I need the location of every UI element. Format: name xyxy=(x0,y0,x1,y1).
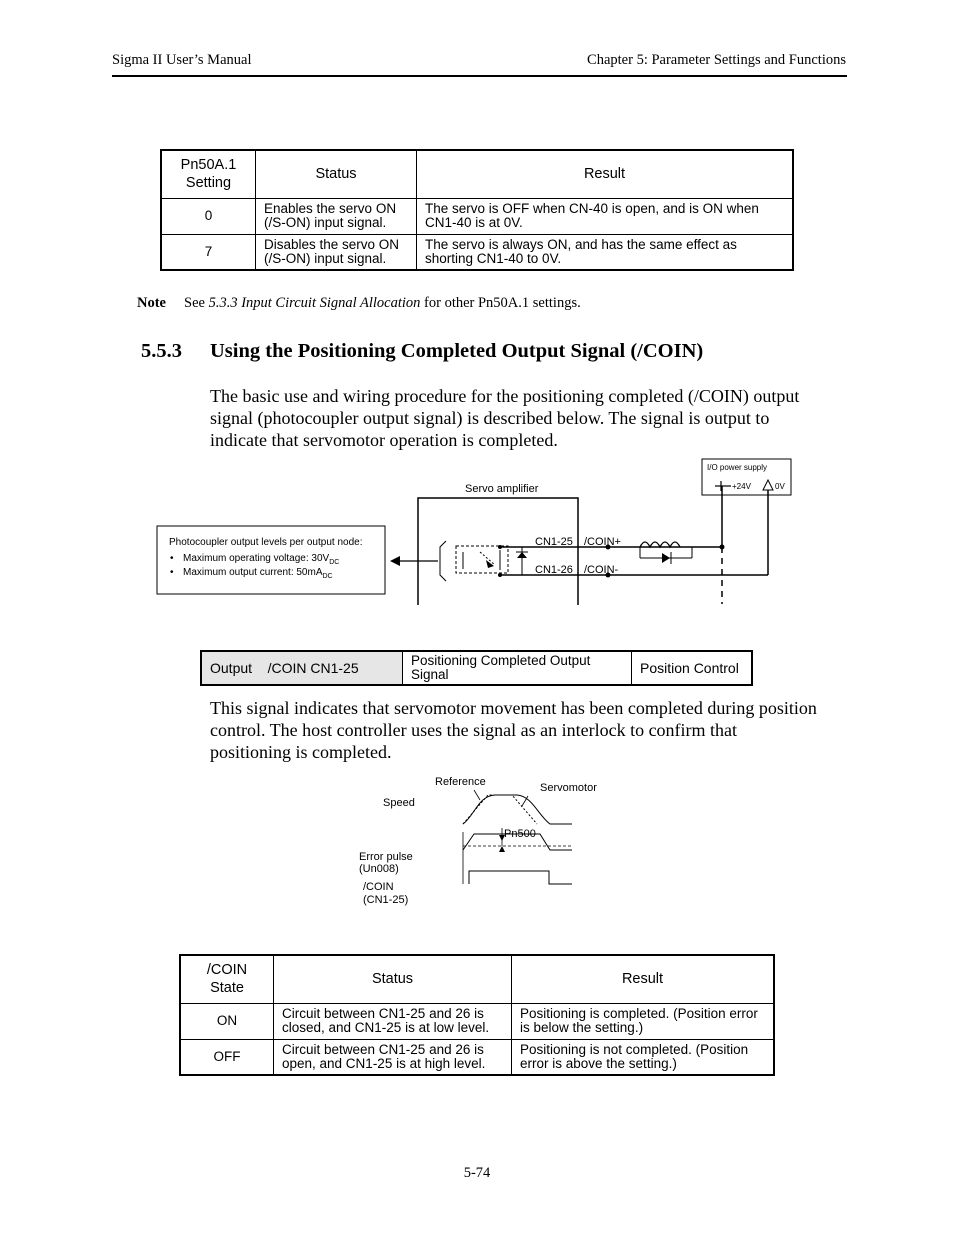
paragraph-line: indicate that servomotor operation is completed. xyxy=(210,430,558,450)
table-cell: Positioning is completed. (Position error is below the setting.) xyxy=(512,1003,775,1039)
table-row xyxy=(180,1003,774,1039)
table-row xyxy=(180,1039,774,1075)
coin-signal-waveform xyxy=(469,871,572,884)
note-label: Note xyxy=(137,295,166,311)
coin-label: /COIN xyxy=(363,881,394,893)
page-number: 5-74 xyxy=(463,1165,491,1181)
speed-label: Speed xyxy=(383,797,415,809)
paragraph-line: positioning is completed. xyxy=(210,742,392,762)
table-cell: The servo is always ON, and has the same effect as shorting CN1-40 to 0V. xyxy=(417,234,794,270)
table-header-cell: Status xyxy=(274,955,512,1003)
paragraph-line: The basic use and wiring procedure for the positioning completed (/COIN) output xyxy=(210,386,800,406)
paragraph-line: This signal indicates that servomotor movement has been completed during position xyxy=(210,698,817,718)
bullet-icon: • xyxy=(170,553,174,564)
pin25-label: CN1-25 xyxy=(535,536,573,548)
reference-leader xyxy=(474,790,480,800)
table-header-cell: Result xyxy=(512,955,775,1003)
note-reference-link[interactable]: 5.3.3 Input Circuit Signal Allocation xyxy=(208,295,421,311)
bullet-icon: • xyxy=(170,567,174,578)
plus24v-label: +24V xyxy=(732,482,751,491)
header-manual-title: Sigma II User’s Manual xyxy=(112,52,252,68)
table-cell: The servo is OFF when CN-40 is open, and is ON when CN1-40 is at 0V. xyxy=(417,198,794,234)
signal-type: Output xyxy=(210,660,253,676)
note-pre: See xyxy=(184,295,205,311)
signal-name-cell: Positioning Completed Output Signal xyxy=(403,651,632,685)
signal-pin: /COIN CN1-25 xyxy=(267,660,359,676)
servomotor-label: Servomotor xyxy=(540,782,597,794)
table-cell: Enables the servo ON (/S-ON) input signal. xyxy=(256,198,417,234)
section-number: 5.5.3 xyxy=(141,340,182,362)
table-cell: OFF xyxy=(180,1039,274,1075)
table-header-cell: Result xyxy=(417,150,794,198)
reference-label: Reference xyxy=(435,776,486,788)
coin-plus-label: /COIN+ xyxy=(584,536,621,548)
table-cell: 0 xyxy=(161,198,256,234)
pn500-label: Pn500 xyxy=(504,828,536,840)
note-post: for other Pn50A.1 settings. xyxy=(424,295,581,311)
max-current-text: Maximum output current: $50mA_{DC}$ xyxy=(183,567,333,580)
cn125-label: (CN1-25) xyxy=(363,894,409,906)
section-title: Using the Positioning Completed Output Signal (/COIN) xyxy=(210,340,704,362)
signal-mode-cell: Position Control xyxy=(632,651,753,685)
zero-volt-label: 0V xyxy=(775,482,785,491)
header-chapter-title: Chapter 5: Parameter Settings and Functions xyxy=(587,52,846,68)
paragraph-line: signal (photocoupler output signal) is described below. The signal is output to xyxy=(210,408,770,428)
table-cell: Circuit between CN1-25 and 26 is open, and CN1-25 is at high level. xyxy=(274,1039,512,1075)
table-cell: 7 xyxy=(161,234,256,270)
io-power-supply-label: I/O power supply xyxy=(707,463,768,472)
paragraph-line: control. The host controller uses the signal as an interlock to confirm that xyxy=(210,720,738,740)
error-pulse-label: Error pulse xyxy=(359,851,413,863)
max-voltage-text: Maximum operating voltage: $30V_{DC}$ xyxy=(183,553,340,566)
table-header-cell: /COIN State xyxy=(180,955,274,1003)
pin26-label: CN1-26 xyxy=(535,564,573,576)
pn500-arrow-icon xyxy=(499,846,505,852)
table-cell: Circuit between CN1-25 and 26 is closed, and CN1-25 is at low level. xyxy=(274,1003,512,1039)
coin-minus-label: /COIN- xyxy=(584,564,619,576)
table-cell: Positioning is not completed. (Position error is above the setting.) xyxy=(512,1039,775,1075)
table-header-cell: Status xyxy=(256,150,417,198)
table-cell: ON xyxy=(180,1003,274,1039)
servo-amplifier-label: Servo amplifier xyxy=(465,483,539,495)
un008-label: (Un008) xyxy=(359,863,399,875)
table-header-cell: Pn50A.1 Setting xyxy=(161,150,256,198)
photocoupler-levels-title: Photocoupler output levels per output node: xyxy=(169,537,363,548)
table-header-row xyxy=(180,955,774,1003)
table-cell: Disables the servo ON (/S-ON) input signal. xyxy=(256,234,417,270)
coin-state-table xyxy=(179,954,775,1076)
